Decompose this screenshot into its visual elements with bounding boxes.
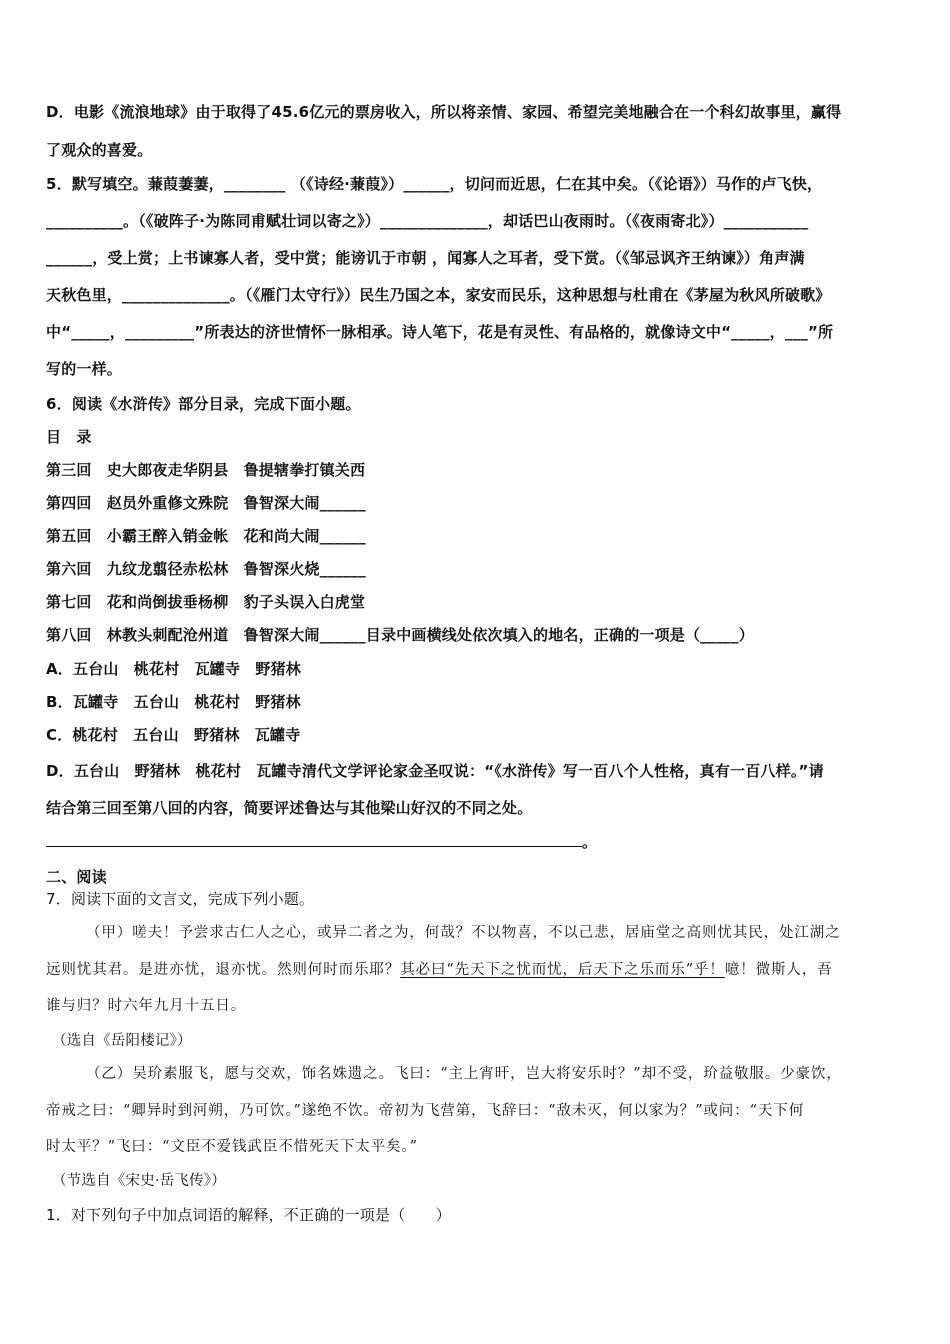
question-6-title: 6．阅读《水浒传》部分目录，完成下面小题。 xyxy=(46,395,361,413)
question-5-line-5: 中“_____，_________”所表达的济世情怀一脉相承。诗人笔下，花是有灵性、有品格的，就像诗文中“_____，___”所 xyxy=(46,323,834,341)
passage-a-source: （选自《岳阳楼记》） xyxy=(52,1033,192,1049)
question-6-sub: 结合第三回至第八回的内容，简要评述鲁达与其他梁山好汉的不同之处。 xyxy=(46,799,533,817)
option-b: B．瓦罐寺 五台山 桃花村 野猪林 xyxy=(46,693,301,711)
question-5-line-1: 5．默写填空。蒹葭萋萋，________ （《诗经·蒹葭》）______，切问而近思，仁在其中矣。（《论语》）马作的卢飞快， xyxy=(46,175,823,193)
question-5-line-2: __________。（《破阵子·为陈同甫赋壮词以寄之》）______________，却话巴山夜雨时。（《夜雨寄北》）___________ xyxy=(46,212,809,230)
toc-heading: 目 录 xyxy=(46,428,92,446)
question-7-title: 7．阅读下面的文言文，完成下列小题。 xyxy=(46,890,315,908)
passage-a-line-3: 谁与归？时六年九月十五日。 xyxy=(46,998,247,1014)
option-d-line-cont: 了观众的喜爱。 xyxy=(46,141,153,159)
passage-a-text-end: 噫！微斯人，吾 xyxy=(724,962,833,978)
subquestion-1: 1．对下列句子中加点词语的解释，不正确的一项是（ ） xyxy=(46,1206,451,1224)
question-5-line-3: ______，受上赏；上书谏寡人者，受中赏；能谤讥于市朝 ，闻寡人之耳者，受下赏。（《邹忌讽齐王纳谏》）角声满 xyxy=(46,249,805,267)
toc-chapter-7: 第七回 花和尚倒拔垂杨柳 豹子头误入白虎堂 xyxy=(46,593,366,611)
passage-a-line-2 xyxy=(46,959,833,981)
toc-chapter-5: 第五回 小霸王醉入销金帐 花和尚大闹______ xyxy=(46,527,366,545)
toc-chapter-4: 第四回 赵员外重修文殊院 鲁智深大闹______ xyxy=(46,494,366,512)
option-d: D．五台山 野猪林 桃花村 瓦罐寺清代文学评论家金圣叹说：“《水浒传》写一百八个人性格，真有一百八样。”请 xyxy=(46,762,824,780)
answer-blank xyxy=(46,830,582,847)
answer-end: 。 xyxy=(582,833,598,851)
option-c: C．桃花村 五台山 野猪林 瓦罐寺 xyxy=(46,726,301,744)
toc-chapter-3: 第三回 史大郎夜走华阴县 鲁提辖拳打镇关西 xyxy=(46,461,366,479)
answer-line xyxy=(46,830,597,853)
passage-b-source: （节选自《宋史·岳飞传》） xyxy=(52,1173,226,1189)
passage-b-line-3: 时太平？”飞曰：“文臣不爱钱武臣不惜死天下太平矣。” xyxy=(46,1139,418,1155)
option-d-line: D．电影《流浪地球》由于取得了45.6亿元的票房收入，所以将亲情、家园、希望完美地融合在一个科幻故事里，赢得 xyxy=(46,103,842,121)
option-a: A．五台山 桃花村 瓦罐寺 野猪林 xyxy=(46,660,302,678)
question-5-line-4: 天秋色里，______________。（《雁门太守行》）民生乃国之本，家安而民乐，这种思想与杜甫在《茅屋为秋风所破歌》 xyxy=(46,286,831,304)
passage-a-text: 远则忧其君。是进亦忧，退亦忧。然则何时而乐耶？ xyxy=(46,962,401,978)
section-heading-reading: 二、阅读 xyxy=(46,868,107,886)
passage-a-line-1: （甲）嗟夫！予尝求古仁人之心，或异二者之为，何哉？不以物喜，不以己悲，居庙堂之高则忧其民，处江湖之 xyxy=(86,925,841,941)
passage-b-line-1: （乙）吴玠素服飞，愿与交欢，饰名姝遗之。飞曰：“主上宵旰，岂大将安乐时？”却不受，玠益敬服。少豪饮， xyxy=(86,1066,842,1082)
toc-chapter-8: 第八回 林教头刺配沧州道 鲁智深大闹______目录中画横线处依次填入的地名，正确的一项是（_____） xyxy=(46,626,754,644)
underlined-sentence: 其必曰“先天下之忧而忧，后天下之乐而乐”乎！ xyxy=(400,962,725,978)
passage-b-line-2: 帝戒之曰：“卿异时到河朔，乃可饮。”遂绝不饮。帝初为飞营第，飞辞曰：“敌未灭，何以家为？”或问：“天下何 xyxy=(46,1103,805,1119)
question-5-line-6: 写的一样。 xyxy=(46,360,123,378)
toc-chapter-6: 第六回 九纹龙翦径赤松林 鲁智深火烧______ xyxy=(46,560,366,578)
